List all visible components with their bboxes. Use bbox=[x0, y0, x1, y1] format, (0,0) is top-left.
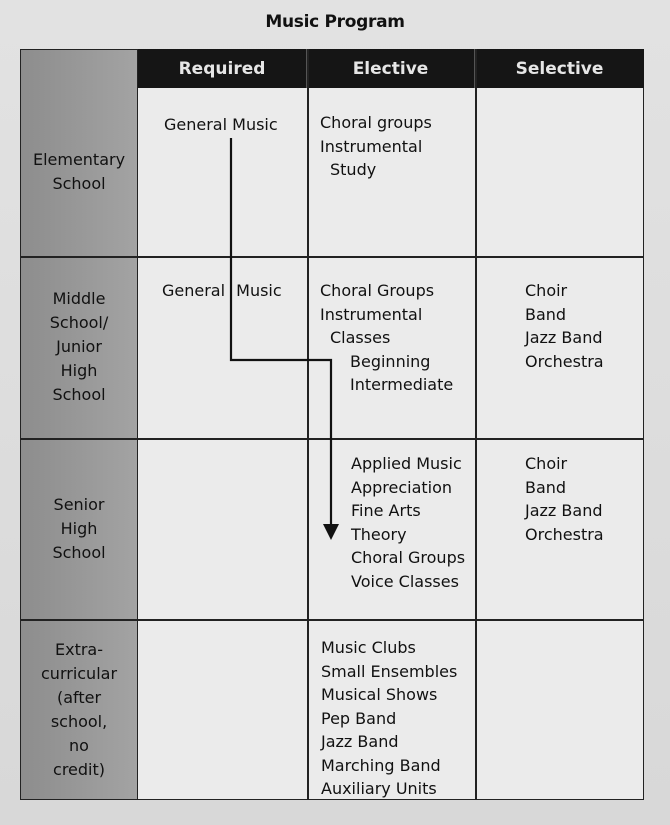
elective-item: Applied Music bbox=[351, 454, 462, 473]
selective-item: Orchestra bbox=[525, 524, 604, 544]
selective-item: Band bbox=[525, 477, 567, 497]
elective-item: Small Ensembles bbox=[321, 661, 458, 681]
selective-item: Orchestra bbox=[525, 351, 604, 371]
elective-item: Appreciation bbox=[351, 477, 453, 497]
elective-item: Instrumental bbox=[320, 304, 423, 324]
elective-item: Beginning bbox=[350, 351, 431, 371]
selective-item: Jazz Band bbox=[525, 501, 603, 520]
elective-item: Choral groups bbox=[320, 113, 432, 132]
elective-item: Theory bbox=[351, 524, 407, 544]
elective-item: Choral Groups bbox=[320, 281, 435, 300]
required-cell: General Music bbox=[164, 115, 278, 134]
selective-item: Band bbox=[525, 304, 567, 324]
row-label-senior-high: Senior High School bbox=[52, 494, 106, 562]
elective-item: Music Clubs bbox=[321, 638, 416, 657]
required-cell: General Music bbox=[162, 281, 282, 300]
selective-item: Choir bbox=[525, 281, 568, 300]
row-label-middle-school: Middle School/ Junior High School bbox=[49, 289, 109, 404]
elective-item: Musical Shows bbox=[321, 685, 438, 704]
selective-item: Jazz Band bbox=[525, 328, 603, 347]
elective-item: Voice Classes bbox=[351, 571, 459, 591]
elective-item: Marching Band bbox=[321, 755, 441, 775]
column-header-required: Required bbox=[138, 49, 307, 88]
elective-item: Jazz Band bbox=[321, 732, 399, 751]
selective-item: Choir bbox=[525, 454, 568, 473]
column-header-selective: Selective bbox=[475, 49, 644, 88]
column-header-elective: Elective bbox=[307, 49, 475, 88]
elective-item: Intermediate bbox=[350, 375, 454, 394]
elective-item: Auxiliary Units bbox=[321, 779, 437, 798]
row-label-elementary: Elementary School bbox=[32, 150, 126, 193]
elective-item: Classes bbox=[330, 328, 391, 347]
elective-item: Study bbox=[330, 160, 377, 179]
elective-item: Fine Arts bbox=[351, 501, 421, 520]
elective-item: Pep Band bbox=[321, 708, 397, 728]
table-title: Music Program bbox=[265, 12, 405, 32]
row-label-extracurricular: Extra-curricular (after school, no credit) bbox=[41, 639, 118, 779]
elective-item: Instrumental bbox=[320, 136, 423, 156]
elective-item: Choral Groups bbox=[351, 548, 466, 567]
